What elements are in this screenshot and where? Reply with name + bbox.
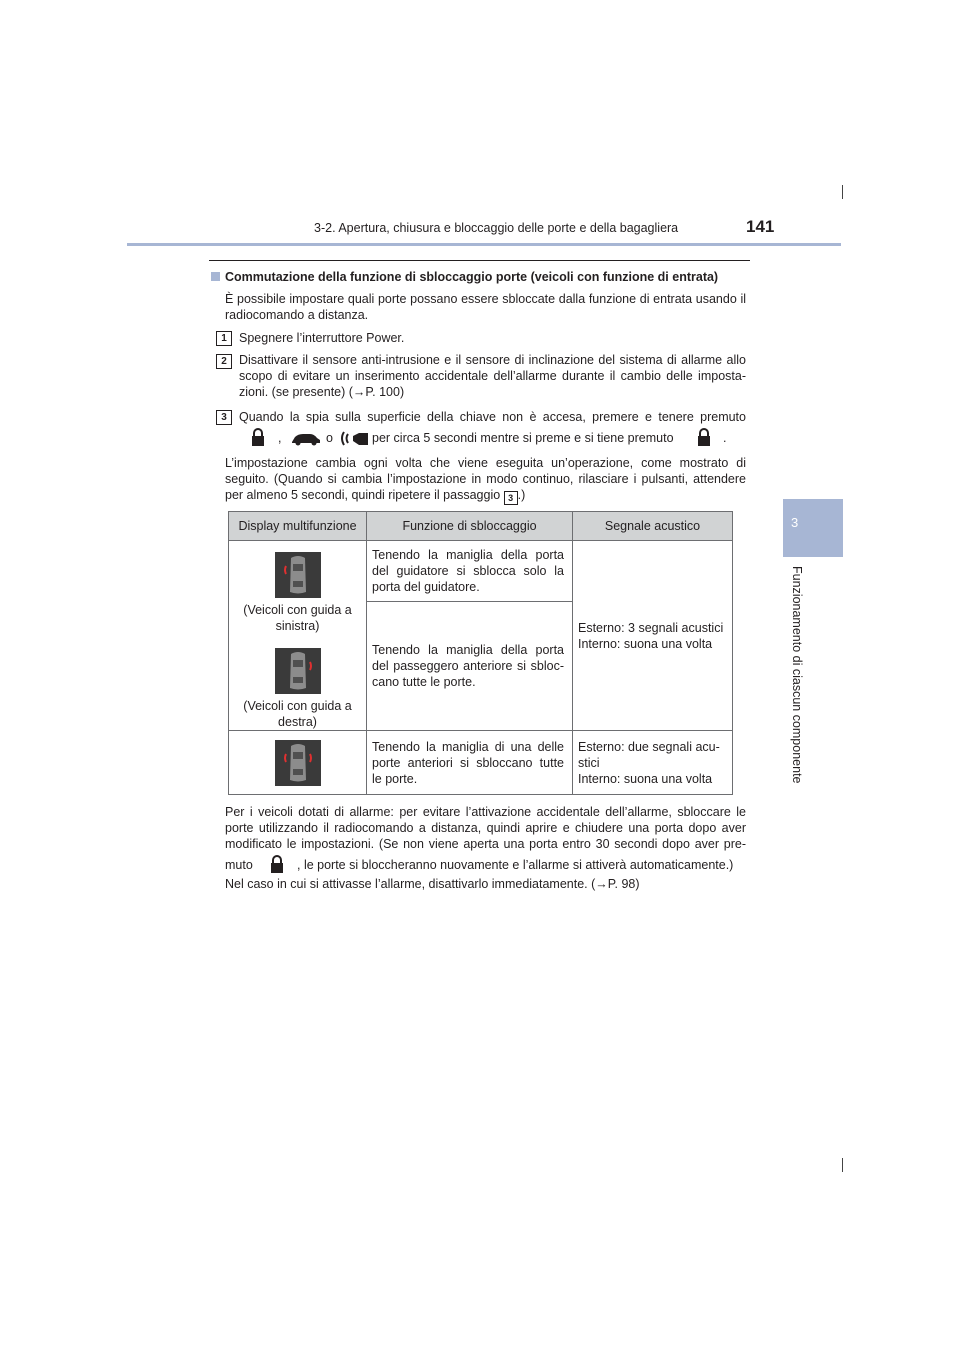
step-3-comma: ,: [278, 431, 282, 445]
function-c-line-3: le porte.: [372, 771, 418, 786]
step-3-rest: per circa 5 secondi mentre si preme e si tiene premuto: [372, 431, 674, 445]
display-cell-2: [229, 731, 367, 795]
function-b-line-2: del passeggero anteriore si sbloc-: [372, 658, 564, 673]
lock-icon: [270, 855, 284, 874]
function-cell-a: [367, 541, 573, 602]
unlock-function-table: [228, 511, 733, 795]
table-row: [229, 731, 733, 795]
function-cell-b: [367, 601, 573, 730]
signal-2-line-2: stici: [578, 755, 600, 770]
header-function: Funzione di sbloccaggio: [367, 512, 573, 541]
function-a-line-3: porta del guidatore.: [372, 580, 480, 594]
display-caption-left-1: (Veicoli con guida a: [243, 603, 352, 617]
function-c-line-2: porte anteriori si sbloccano tutte: [372, 755, 564, 770]
signal-2-line-3: Interno: suona una volta: [578, 771, 713, 786]
footer-line-4b: , le porte si bloccheranno nuovamente e l’allarme si attiverà automaticamente.): [297, 858, 734, 872]
function-a-line-2: del guidatore si sblocca solo la: [372, 564, 564, 578]
page-number: 141: [746, 217, 775, 236]
panic-alarm-icon: [339, 430, 369, 447]
step-number-1: 1: [216, 331, 232, 346]
footer-line-2: porte utilizzando il radiocomando a distanza, quindi aprire e chiudere una porta dopo aver: [225, 821, 746, 835]
step-1-text: Spegnere l’interruttore Power.: [239, 331, 405, 345]
car-doors-display-icon: [275, 740, 321, 786]
car-doors-display-icon: [275, 648, 321, 694]
section-heading: [211, 270, 718, 284]
function-b-line-3: cano tutte le porte.: [372, 674, 476, 689]
step-number-2: 2: [216, 354, 232, 369]
note-line-3-text: per almeno 5 secondi, quindi ripetere il passaggio: [225, 488, 501, 502]
chapter-number: 3: [791, 515, 799, 530]
lock-icon: [251, 428, 265, 447]
footer-line-1: Per i veicoli dotati di allarme: per evitare l’attivazione accidentale dell’allarme, sbloccare le: [225, 805, 746, 819]
table-header-row: [229, 512, 733, 541]
step-ref-3: 3: [504, 491, 518, 505]
chapter-tab: [783, 499, 843, 557]
step-3-or: o: [326, 431, 333, 445]
display-caption-right-2: destra): [278, 715, 317, 729]
function-cell-c: [367, 731, 573, 795]
intro-line-1: È possibile impostare quali porte possano essere sbloccate dalla funzione di entrata usando il: [225, 292, 746, 306]
header-signal: Segnale acustico: [573, 512, 733, 541]
lock-icon: [697, 428, 711, 447]
note-line-3-end: .): [517, 488, 526, 502]
function-b-line-1: Tenendo la maniglia della porta: [372, 642, 564, 657]
step-3-line-1: Quando la spia sulla superficie della chiave non è accesa, premere e tenere premuto: [239, 410, 746, 424]
chapter-title: Funzionamento di ciascun componente: [790, 566, 804, 784]
step-number-3: 3: [216, 410, 232, 425]
signal-2-line-1: Esterno: due segnali acu-: [578, 739, 720, 754]
footer-line-5: Nel caso in cui si attivasse l’allarme, disattivarlo immediatamente. (→P. 98): [225, 877, 640, 891]
display-cell: [229, 541, 367, 731]
car-trunk-icon: [290, 432, 322, 446]
step-2-line-1: Disattivare il sensore anti-intrusione e il sensore di inclinazione del sistema di allarme allo: [239, 353, 746, 367]
header-rule: [127, 243, 841, 246]
table-row: [229, 541, 733, 602]
signal-1-line-2: Interno: suona una volta: [578, 636, 713, 651]
function-c-line-1: Tenendo la maniglia di una delle: [372, 739, 564, 754]
footer-line-3: modificato le impostazioni. (Se non viene aperta una porta entro 30 secondi dopo aver pre-: [225, 837, 746, 851]
section-title: 3-2. Apertura, chiusura e bloccaggio delle porte e della bagagliera: [314, 221, 679, 235]
crop-mark-top: [842, 185, 843, 199]
step-2-line-2: scopo di evitare un inserimento accidentale dell’allarme durante il cambio delle imposta-: [239, 369, 746, 383]
section-rule: [209, 260, 750, 261]
step-2-line-3: zioni. (se presente) (→P. 100): [239, 385, 405, 399]
step-3-period: .: [723, 431, 727, 445]
note-line-2: seguito. (Quando si cambia l’impostazione in modo continuo, rilasciare i pulsanti, attendere: [225, 472, 746, 486]
signal-cell-2: [573, 731, 733, 795]
car-doors-display-icon: [275, 552, 321, 598]
signal-cell-1: [573, 541, 733, 731]
note-line-1: L’impostazione cambia ogni volta che viene eseguita un’operazione, come mostrato di: [225, 456, 746, 470]
section-heading-text: Commutazione della funzione di sbloccaggio porte (veicoli con funzione di entrata): [225, 270, 719, 284]
square-bullet-icon: [211, 272, 220, 281]
display-caption-right-1: (Veicoli con guida a: [243, 699, 352, 713]
crop-mark-bottom: [842, 1158, 843, 1172]
header-display: Display multifunzione: [229, 512, 367, 541]
display-caption-left-2: sinistra): [275, 619, 320, 633]
intro-line-2: radiocomando a distanza.: [225, 308, 369, 322]
signal-1-line-1: Esterno: 3 segnali acustici: [578, 620, 724, 635]
function-a-line-1: Tenendo la maniglia della porta: [372, 548, 564, 562]
footer-line-4a: muto: [225, 858, 253, 872]
note-line-3: [225, 487, 525, 505]
